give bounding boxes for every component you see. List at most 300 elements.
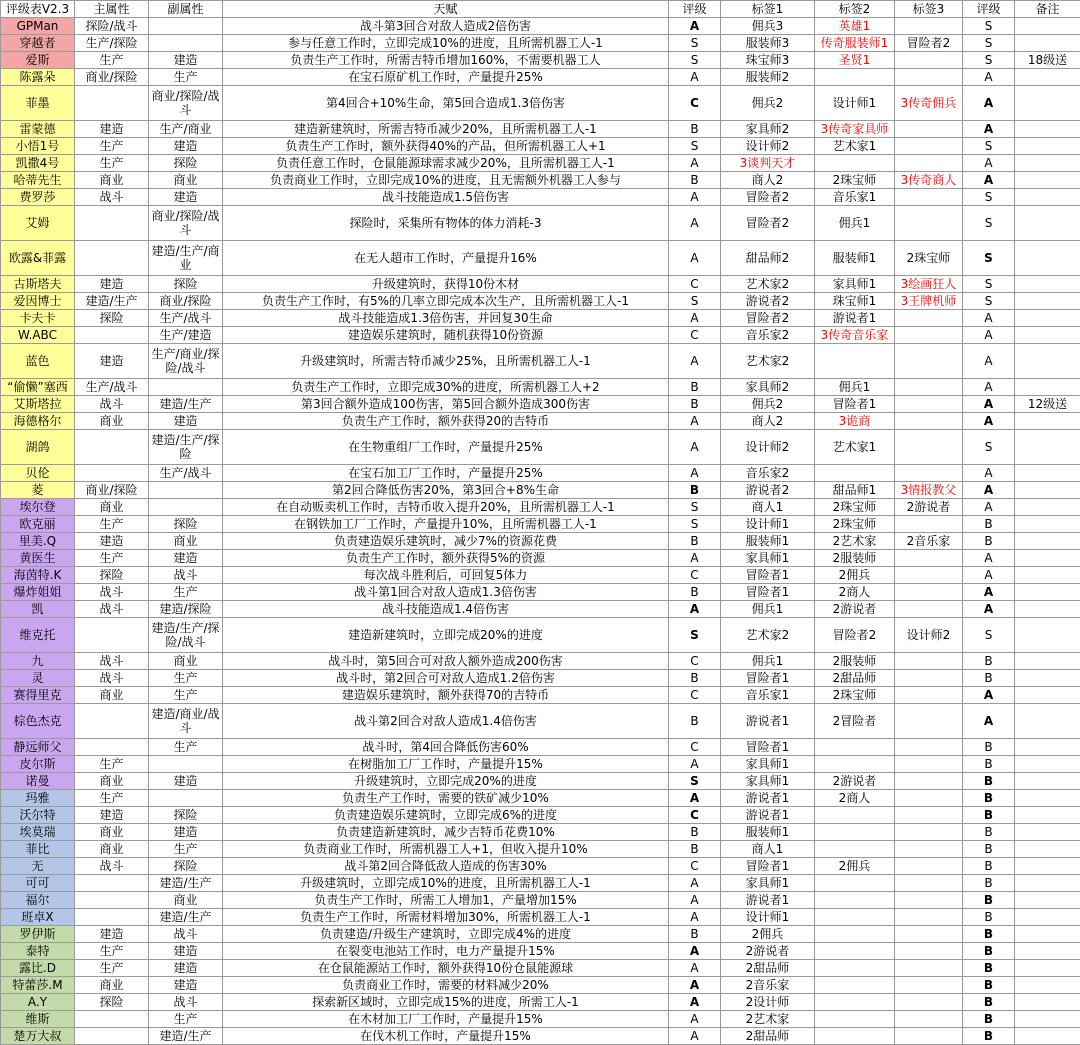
cell-main-attr: 建造: [75, 926, 149, 943]
cell-rating: A: [669, 994, 721, 1011]
cell-tag2: 圣贤1: [815, 52, 895, 69]
cell-tag1: 甜品师2: [721, 241, 815, 276]
cell-note: [1015, 841, 1080, 858]
cell-main-attr: 生产: [75, 550, 149, 567]
cell-note: [1015, 584, 1080, 601]
cell-tag2: 3传奇家具师: [815, 121, 895, 138]
table-row: [1, 875, 1080, 892]
cell-talent: 负责生产工作时，额外获得20的吉特币: [223, 413, 669, 430]
cell-tag3: [895, 960, 963, 977]
cell-tag1: 3谈判天才: [721, 155, 815, 172]
cell-sub-attr: 建造/生产: [149, 1028, 223, 1045]
cell-rating2: B: [963, 773, 1015, 790]
cell-name: 无: [1, 858, 75, 875]
cell-rating2: B: [963, 807, 1015, 824]
cell-tag2: 艺术家1: [815, 138, 895, 155]
cell-rating2: A: [963, 86, 1015, 121]
cell-tag2: [815, 977, 895, 994]
cell-name: 诺曼: [1, 773, 75, 790]
cell-talent: 负责生产工作时，立即完成30%的进度，所需机器工人+2: [223, 379, 669, 396]
cell-main-attr: [75, 465, 149, 482]
cell-rating2: A: [963, 310, 1015, 327]
header-cell-tag3: 标签3: [895, 1, 963, 18]
header-row: [1, 1, 1080, 18]
cell-name: 里美.Q: [1, 533, 75, 550]
cell-tag1: 艺术家2: [721, 618, 815, 653]
cell-name: 罗伊斯: [1, 926, 75, 943]
cell-rating: A: [669, 601, 721, 618]
cell-tag2: 冒险者1: [815, 396, 895, 413]
cell-rating: A: [669, 18, 721, 35]
cell-tag1: 设计师1: [721, 909, 815, 926]
cell-rating: S: [669, 35, 721, 52]
header-cell-sub-attr: 副属性: [149, 1, 223, 18]
cell-name: 皮尔斯: [1, 756, 75, 773]
cell-tag1: 冒险者1: [721, 567, 815, 584]
cell-sub-attr: 生产: [149, 1011, 223, 1028]
cell-sub-attr: 建造/探险: [149, 601, 223, 618]
table-row: [1, 310, 1080, 327]
table-row: [1, 465, 1080, 482]
cell-tag3: [895, 926, 963, 943]
cell-main-attr: 建造: [75, 276, 149, 293]
cell-note: [1015, 909, 1080, 926]
cell-tag1: 冒险者1: [721, 670, 815, 687]
cell-name: 福尔: [1, 892, 75, 909]
table-row: [1, 618, 1080, 653]
cell-note: [1015, 567, 1080, 584]
cell-tag3: 冒险者2: [895, 35, 963, 52]
cell-main-attr: 生产: [75, 756, 149, 773]
cell-rating: A: [669, 977, 721, 994]
cell-main-attr: 建造: [75, 807, 149, 824]
cell-tag2: 游说者1: [815, 310, 895, 327]
cell-rating2: B: [963, 739, 1015, 756]
cell-note: [1015, 550, 1080, 567]
cell-tag3: [895, 52, 963, 69]
cell-note: [1015, 1011, 1080, 1028]
table-row: [1, 756, 1080, 773]
cell-sub-attr: 建造: [149, 773, 223, 790]
cell-tag3: [895, 138, 963, 155]
cell-rating2: B: [963, 960, 1015, 977]
cell-name: 雷蒙德: [1, 121, 75, 138]
cell-tag3: [895, 858, 963, 875]
cell-sub-attr: 建造: [149, 960, 223, 977]
cell-main-attr: [75, 909, 149, 926]
cell-tag3: [895, 327, 963, 344]
cell-sub-attr: 生产/商业/探险/战斗: [149, 344, 223, 379]
header-cell-name: 评级表V2.3: [1, 1, 75, 18]
cell-name: 菲比: [1, 841, 75, 858]
cell-tag3: [895, 379, 963, 396]
cell-tag1: 游说者1: [721, 790, 815, 807]
cell-tag2: 服装师1: [815, 241, 895, 276]
cell-main-attr: 生产: [75, 943, 149, 960]
cell-tag2: [815, 960, 895, 977]
table-row: [1, 807, 1080, 824]
cell-note: [1015, 618, 1080, 653]
cell-main-attr: 生产/战斗: [75, 379, 149, 396]
header-cell-main-attr: 主属性: [75, 1, 149, 18]
table-row: [1, 430, 1080, 465]
cell-rating2: S: [963, 189, 1015, 206]
cell-sub-attr: [149, 499, 223, 516]
cell-rating: A: [669, 69, 721, 86]
cell-tag1: 家具师2: [721, 379, 815, 396]
cell-sub-attr: 建造: [149, 977, 223, 994]
cell-rating2: A: [963, 172, 1015, 189]
cell-main-attr: [75, 1028, 149, 1045]
cell-talent: 战斗技能造成1.3倍伤害，并回复30生命: [223, 310, 669, 327]
table-row: [1, 994, 1080, 1011]
cell-note: [1015, 533, 1080, 550]
cell-talent: 负责商业工作时，立即完成10%的进度，且无需额外机器工人参与: [223, 172, 669, 189]
table-row: [1, 858, 1080, 875]
cell-name: 凯撒4号: [1, 155, 75, 172]
cell-main-attr: 生产: [75, 155, 149, 172]
cell-rating2: B: [963, 790, 1015, 807]
cell-main-attr: [75, 739, 149, 756]
cell-tag1: 佣兵1: [721, 653, 815, 670]
cell-rating: A: [669, 943, 721, 960]
cell-name: 维克托: [1, 618, 75, 653]
cell-tag2: 2商人: [815, 584, 895, 601]
cell-tag1: 冒险者2: [721, 206, 815, 241]
cell-rating: B: [669, 172, 721, 189]
cell-rating: A: [669, 875, 721, 892]
cell-tag2: 2游说者: [815, 601, 895, 618]
cell-tag3: [895, 584, 963, 601]
cell-rating2: S: [963, 618, 1015, 653]
cell-name: 沃尔特: [1, 807, 75, 824]
cell-name: 小悟1号: [1, 138, 75, 155]
cell-tag1: 艺术家2: [721, 344, 815, 379]
cell-name: 黄医生: [1, 550, 75, 567]
table-row: [1, 550, 1080, 567]
table-row: [1, 687, 1080, 704]
cell-tag3: [895, 1028, 963, 1045]
cell-sub-attr: [149, 18, 223, 35]
cell-tag1: 冒险者2: [721, 189, 815, 206]
cell-tag2: [815, 155, 895, 172]
cell-rating: A: [669, 413, 721, 430]
cell-sub-attr: [149, 790, 223, 807]
cell-main-attr: 建造/生产: [75, 293, 149, 310]
cell-rating2: B: [963, 977, 1015, 994]
cell-rating2: A: [963, 687, 1015, 704]
table-row: [1, 533, 1080, 550]
cell-talent: 在生物重组厂工作时，产量提升25%: [223, 430, 669, 465]
cell-rating: B: [669, 482, 721, 499]
cell-tag3: [895, 687, 963, 704]
cell-tag3: [895, 69, 963, 86]
cell-name: 玛雅: [1, 790, 75, 807]
cell-tag1: 商人2: [721, 413, 815, 430]
cell-rating2: A: [963, 69, 1015, 86]
cell-main-attr: [75, 618, 149, 653]
cell-main-attr: [75, 430, 149, 465]
cell-note: [1015, 704, 1080, 739]
table-row: [1, 35, 1080, 52]
cell-rating2: A: [963, 344, 1015, 379]
table-row: [1, 909, 1080, 926]
cell-rating2: B: [963, 994, 1015, 1011]
cell-main-attr: 生产: [75, 138, 149, 155]
cell-rating2: A: [963, 413, 1015, 430]
cell-talent: 在裂变电池站工作时，电力产量提升15%: [223, 943, 669, 960]
cell-note: [1015, 189, 1080, 206]
cell-tag3: [895, 465, 963, 482]
cell-tag2: [815, 69, 895, 86]
table-row: [1, 327, 1080, 344]
cell-tag3: [895, 670, 963, 687]
cell-tag3: [895, 773, 963, 790]
cell-name: 九: [1, 653, 75, 670]
cell-tag1: 佣兵3: [721, 18, 815, 35]
cell-sub-attr: 生产: [149, 670, 223, 687]
cell-tag1: 音乐家2: [721, 327, 815, 344]
cell-tag1: 2设计师: [721, 994, 815, 1011]
cell-rating2: B: [963, 858, 1015, 875]
cell-main-attr: 商业: [75, 824, 149, 841]
cell-talent: 负责商业工作时，所需机器工人+1，但收入提升10%: [223, 841, 669, 858]
cell-rating: A: [669, 1011, 721, 1028]
cell-talent: 建造新建筑时，立即完成20%的进度: [223, 618, 669, 653]
cell-name: 费罗莎: [1, 189, 75, 206]
cell-tag3: [895, 892, 963, 909]
cell-tag3: 2游说者: [895, 499, 963, 516]
cell-rating2: A: [963, 482, 1015, 499]
cell-talent: 负责任意工作时，仓鼠能源球需求减少20%，且所需机器工人-1: [223, 155, 669, 172]
cell-sub-attr: 探险: [149, 276, 223, 293]
table-row: [1, 1028, 1080, 1045]
cell-main-attr: 战斗: [75, 189, 149, 206]
cell-note: [1015, 276, 1080, 293]
cell-note: [1015, 687, 1080, 704]
cell-sub-attr: 生产/建造: [149, 327, 223, 344]
table-row: [1, 172, 1080, 189]
cell-main-attr: 建造: [75, 533, 149, 550]
cell-rating2: S: [963, 206, 1015, 241]
cell-rating: B: [669, 704, 721, 739]
cell-rating: B: [669, 670, 721, 687]
table-row: [1, 482, 1080, 499]
cell-note: [1015, 773, 1080, 790]
cell-main-attr: [75, 1011, 149, 1028]
cell-rating: S: [669, 618, 721, 653]
cell-tag3: [895, 977, 963, 994]
cell-tag1: 商人1: [721, 499, 815, 516]
cell-name: 古斯塔夫: [1, 276, 75, 293]
cell-talent: 参与任意工作时，立即完成10%的进度，且所需机器工人-1: [223, 35, 669, 52]
table-row: [1, 926, 1080, 943]
cell-rating2: B: [963, 875, 1015, 892]
cell-name: 蓝色: [1, 344, 75, 379]
cell-sub-attr: 建造: [149, 550, 223, 567]
cell-main-attr: 商业: [75, 499, 149, 516]
cell-rating2: A: [963, 379, 1015, 396]
cell-tag2: 传奇服装师1: [815, 35, 895, 52]
cell-sub-attr: 生产: [149, 687, 223, 704]
cell-tag1: 家具师1: [721, 875, 815, 892]
cell-talent: 升级建筑时，所需吉特币减少25%，且所需机器工人-1: [223, 344, 669, 379]
table-row: [1, 739, 1080, 756]
cell-tag1: 珠宝师3: [721, 52, 815, 69]
cell-note: [1015, 824, 1080, 841]
cell-rating2: A: [963, 704, 1015, 739]
cell-rating: A: [669, 189, 721, 206]
cell-rating: A: [669, 430, 721, 465]
cell-rating2: B: [963, 926, 1015, 943]
cell-talent: 负责生产工作时，所需工人增加1，产量增加15%: [223, 892, 669, 909]
table-row: [1, 584, 1080, 601]
cell-name: GPMan: [1, 18, 75, 35]
cell-rating2: S: [963, 18, 1015, 35]
cell-sub-attr: 建造/生产: [149, 396, 223, 413]
cell-tag1: 游说者2: [721, 293, 815, 310]
cell-main-attr: 战斗: [75, 670, 149, 687]
cell-main-attr: 商业: [75, 172, 149, 189]
cell-main-attr: [75, 704, 149, 739]
cell-name: 陈露朵: [1, 69, 75, 86]
cell-rating2: B: [963, 841, 1015, 858]
cell-tag2: 艺术家1: [815, 430, 895, 465]
table-row: [1, 276, 1080, 293]
table-row: [1, 824, 1080, 841]
cell-rating: A: [669, 310, 721, 327]
cell-name: 班卓X: [1, 909, 75, 926]
cell-tag1: 服装师1: [721, 533, 815, 550]
cell-name: 可可: [1, 875, 75, 892]
cell-tag2: 冒险者2: [815, 618, 895, 653]
cell-talent: 建造新建筑时，所需吉特币减少20%，且所需机器工人-1: [223, 121, 669, 138]
cell-tag2: [815, 1011, 895, 1028]
cell-talent: 战斗技能造成1.4倍伤害: [223, 601, 669, 618]
cell-rating2: B: [963, 516, 1015, 533]
cell-name: 爆炸姐姐: [1, 584, 75, 601]
cell-tag3: [895, 121, 963, 138]
cell-tag1: 冒险者1: [721, 739, 815, 756]
cell-talent: 在伐木机工作时，产量提升15%: [223, 1028, 669, 1045]
cell-rating2: S: [963, 276, 1015, 293]
cell-note: [1015, 653, 1080, 670]
cell-talent: 战斗时，第2回合可对敌人造成1.2倍伤害: [223, 670, 669, 687]
cell-name: 海茵特.K: [1, 567, 75, 584]
cell-tag3: [895, 601, 963, 618]
table-row: [1, 567, 1080, 584]
cell-tag3: [895, 653, 963, 670]
cell-main-attr: [75, 241, 149, 276]
cell-tag2: 设计师1: [815, 86, 895, 121]
cell-tag3: [895, 943, 963, 960]
header-cell-rating: 评级: [669, 1, 721, 18]
cell-tag3: [895, 909, 963, 926]
table-row: [1, 943, 1080, 960]
cell-rating2: A: [963, 465, 1015, 482]
table-row: [1, 790, 1080, 807]
cell-tag1: 艺术家2: [721, 276, 815, 293]
cell-note: [1015, 1028, 1080, 1045]
cell-rating: C: [669, 86, 721, 121]
cell-talent: 战斗时，第4回合降低伤害60%: [223, 739, 669, 756]
cell-talent: 建造娱乐建筑时，随机获得10份资源: [223, 327, 669, 344]
cell-name: 菲墨: [1, 86, 75, 121]
table-row: [1, 601, 1080, 618]
cell-tag3: 3传奇商人: [895, 172, 963, 189]
cell-main-attr: [75, 892, 149, 909]
cell-rating: A: [669, 206, 721, 241]
cell-rating: A: [669, 1028, 721, 1045]
cell-tag3: [895, 807, 963, 824]
cell-talent: 负责商业工作时，需要的材料减少20%: [223, 977, 669, 994]
cell-name: 欧克丽: [1, 516, 75, 533]
cell-tag1: 冒险者1: [721, 584, 815, 601]
cell-note: [1015, 138, 1080, 155]
cell-rating: S: [669, 138, 721, 155]
cell-tag3: [895, 189, 963, 206]
cell-main-attr: [75, 327, 149, 344]
cell-rating: A: [669, 790, 721, 807]
cell-tag3: [895, 994, 963, 1011]
cell-note: [1015, 69, 1080, 86]
cell-rating: S: [669, 52, 721, 69]
cell-name: 埃尔登: [1, 499, 75, 516]
cell-note: [1015, 241, 1080, 276]
cell-note: [1015, 875, 1080, 892]
cell-tag1: 佣兵1: [721, 601, 815, 618]
cell-tag3: 3情报教父: [895, 482, 963, 499]
cell-name: 露比.D: [1, 960, 75, 977]
cell-note: [1015, 977, 1080, 994]
cell-talent: 负责建造娱乐建筑时，立即完成6%的进度: [223, 807, 669, 824]
header-cell-tag2: 标签2: [815, 1, 895, 18]
cell-talent: 在无人超市工作时，产量提升16%: [223, 241, 669, 276]
header-cell-tag1: 标签1: [721, 1, 815, 18]
cell-tag3: 2珠宝师: [895, 241, 963, 276]
cell-tag3: [895, 875, 963, 892]
cell-rating2: A: [963, 121, 1015, 138]
cell-tag3: [895, 567, 963, 584]
cell-tag2: [815, 1028, 895, 1045]
cell-sub-attr: 建造: [149, 413, 223, 430]
cell-tag2: 佣兵1: [815, 206, 895, 241]
cell-sub-attr: 探险: [149, 516, 223, 533]
cell-tag3: 3传奇佣兵: [895, 86, 963, 121]
cell-tag2: [815, 841, 895, 858]
cell-tag1: 商人1: [721, 841, 815, 858]
cell-sub-attr: [149, 756, 223, 773]
cell-main-attr: 生产: [75, 790, 149, 807]
cell-tag2: 3诡商: [815, 413, 895, 430]
cell-note: [1015, 756, 1080, 773]
table-row: [1, 396, 1080, 413]
cell-main-attr: 探险/战斗: [75, 18, 149, 35]
cell-sub-attr: [149, 35, 223, 52]
cell-rating: B: [669, 396, 721, 413]
cell-tag1: 佣兵2: [721, 396, 815, 413]
table-row: [1, 241, 1080, 276]
cell-sub-attr: 建造/生产: [149, 875, 223, 892]
cell-sub-attr: 商业/探险/战斗: [149, 86, 223, 121]
cell-name: 湖鸽: [1, 430, 75, 465]
cell-talent: 战斗技能造成1.5倍伤害: [223, 189, 669, 206]
table-row: [1, 841, 1080, 858]
cell-name: 艾斯塔拉: [1, 396, 75, 413]
cell-sub-attr: 建造: [149, 138, 223, 155]
cell-sub-attr: 生产: [149, 69, 223, 86]
cell-rating: A: [669, 960, 721, 977]
